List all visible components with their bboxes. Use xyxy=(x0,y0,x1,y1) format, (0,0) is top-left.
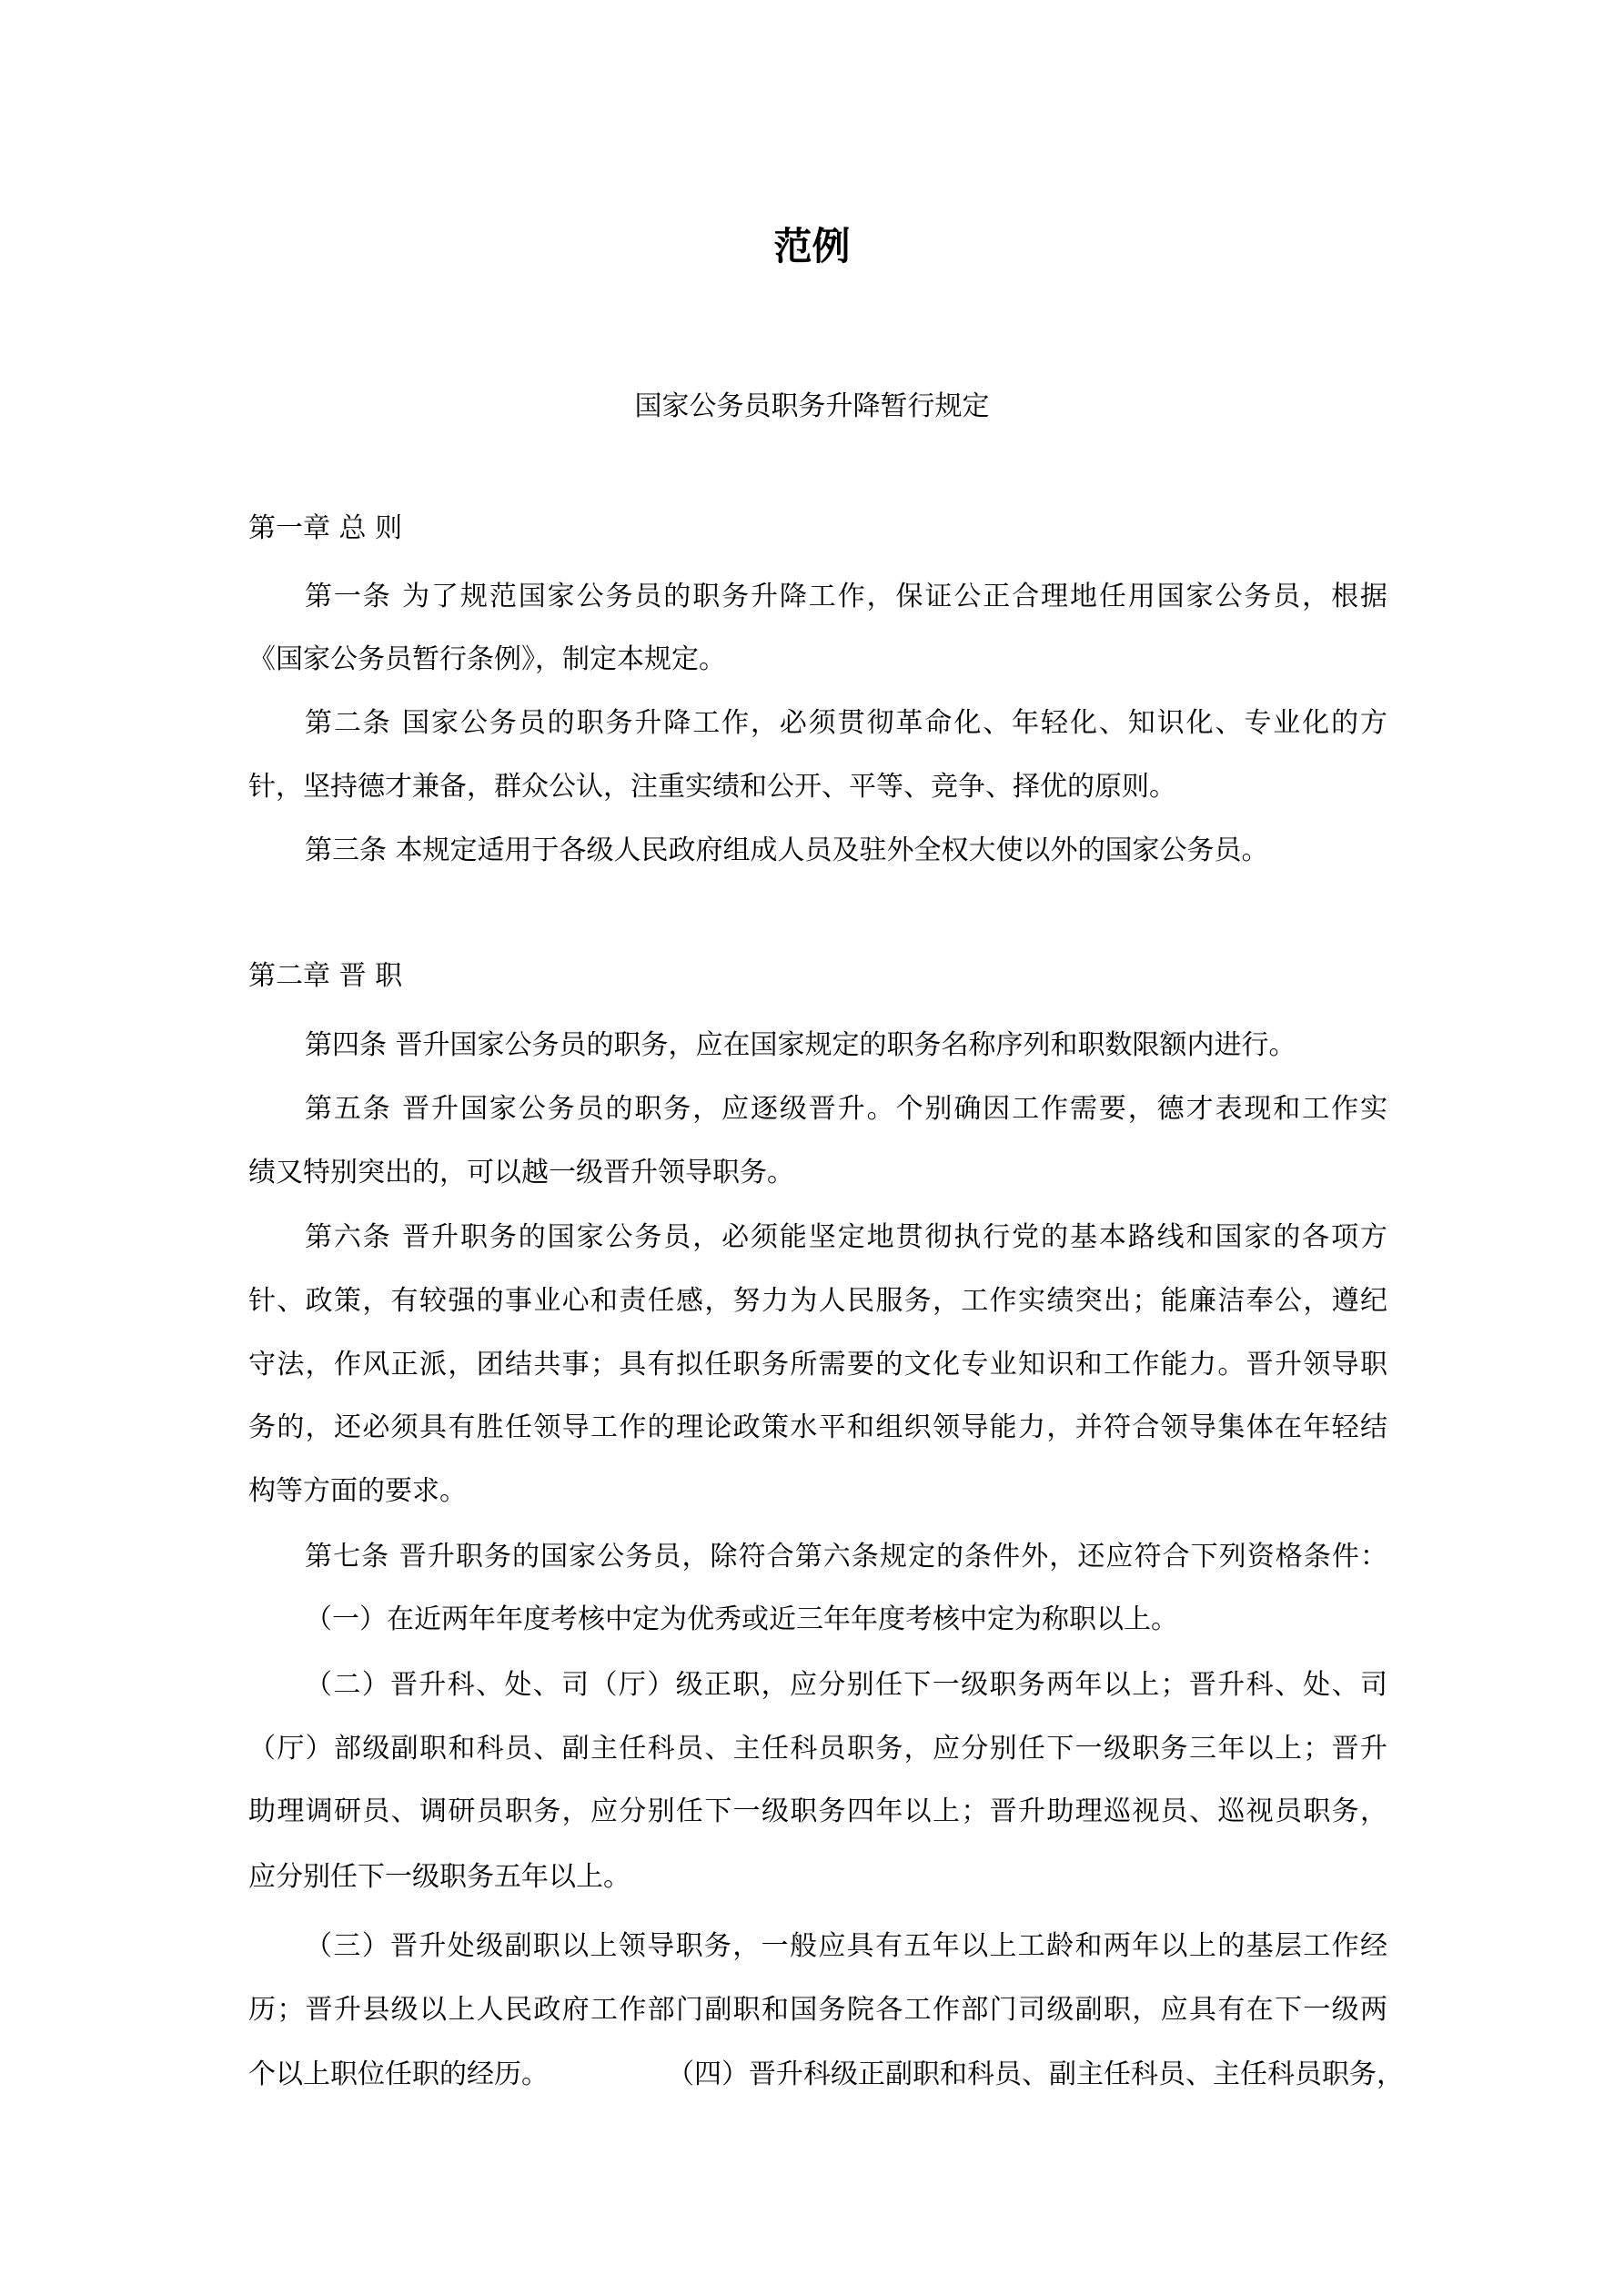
text-line: 《国家公务员暂行条例》，制定本规定。 xyxy=(248,643,726,675)
text-line: 历；晋升县级以上人民政府工作部门副职和国务院各工作部门司级副职，应具有在下一级两 xyxy=(248,1994,1387,2026)
text-line: 助理调研员、调研员职务，应分别任下一级职务四年以上；晋升助理巡视员、巡视员职务， xyxy=(248,1795,1387,1827)
text-line: 第五条 晋升国家公务员的职务，应逐级晋升。个别确因工作需要，德才表现和工作实 xyxy=(305,1093,1387,1125)
text-line xyxy=(248,2057,1404,2093)
text-line: 构等方面的要求。 xyxy=(248,1475,467,1507)
text-line: （二）晋升科、处、司（厅）级正职，应分别任下一级职务两年以上；晋升科、处、司 xyxy=(305,1669,1387,1701)
document-subtitle: 国家公务员职务升降暂行规定 xyxy=(634,390,990,422)
chapter-heading: 第一章 总 则 xyxy=(248,512,403,544)
text-line: 第四条 晋升国家公务员的职务，应在国家规定的职务名称序列和职数限额内进行。 xyxy=(305,1029,1296,1061)
text-line: 针、政策，有较强的事业心和责任感，努力为人民服务，工作实绩突出；能廉洁奉公，遵纪 xyxy=(248,1285,1387,1317)
text-line: （厅）部级副职和科员、副主任科员、主任科员职务，应分别任下一级职务三年以上；晋升 xyxy=(248,1733,1387,1765)
chapter-heading: 第二章 晋 职 xyxy=(248,960,403,992)
text-line: 应分别任下一级职务五年以上。 xyxy=(248,1861,630,1893)
text-line: 守法，作风正派，团结共事；具有拟任职务所需要的文化专业知识和工作能力。晋升领导职 xyxy=(248,1349,1387,1381)
text-line: 第一条 为了规范国家公务员的职务升降工作，保证公正合理地任用国家公务员，根据 xyxy=(305,581,1387,612)
text-line: （一）在近两年年度考核中定为优秀或近三年年度考核中定为称职以上。 xyxy=(305,1603,1178,1635)
text-line: （三）晋升处级副职以上领导职务，一般应具有五年以上工龄和两年以上的基层工作经 xyxy=(305,1930,1387,1962)
text-line-part: 个以上职位任职的经历。 xyxy=(248,2058,549,2090)
text-line: 绩又特别突出的，可以越一级晋升领导职务。 xyxy=(248,1157,794,1188)
text-line-part: （四）晋升科级正副职和科员、副主任科员、主任科员职务， xyxy=(667,2058,1404,2090)
document-title: 范例 xyxy=(773,224,851,268)
text-line: 第二条 国家公务员的职务升降工作，必须贯彻革命化、年轻化、知识化、专业化的方 xyxy=(305,707,1387,739)
text-line: 第六条 晋升职务的国家公务员，必须能坚定地贯彻执行党的基本路线和国家的各项方 xyxy=(305,1221,1387,1253)
text-line: 第三条 本规定适用于各级人民政府组成人员及驻外全权大使以外的国家公务员。 xyxy=(305,834,1269,866)
text-line: 第七条 晋升职务的国家公务员，除符合第六条规定的条件外，还应符合下列资格条件： xyxy=(305,1541,1387,1573)
text-line: 务的，还必须具有胜任领导工作的理论政策水平和组织领导能力，并符合领导集体在年轻结 xyxy=(248,1411,1387,1443)
text-line: 针，坚持德才兼备，群众公认，注重实绩和公开、平等、竞争、择优的原则。 xyxy=(248,771,1176,803)
